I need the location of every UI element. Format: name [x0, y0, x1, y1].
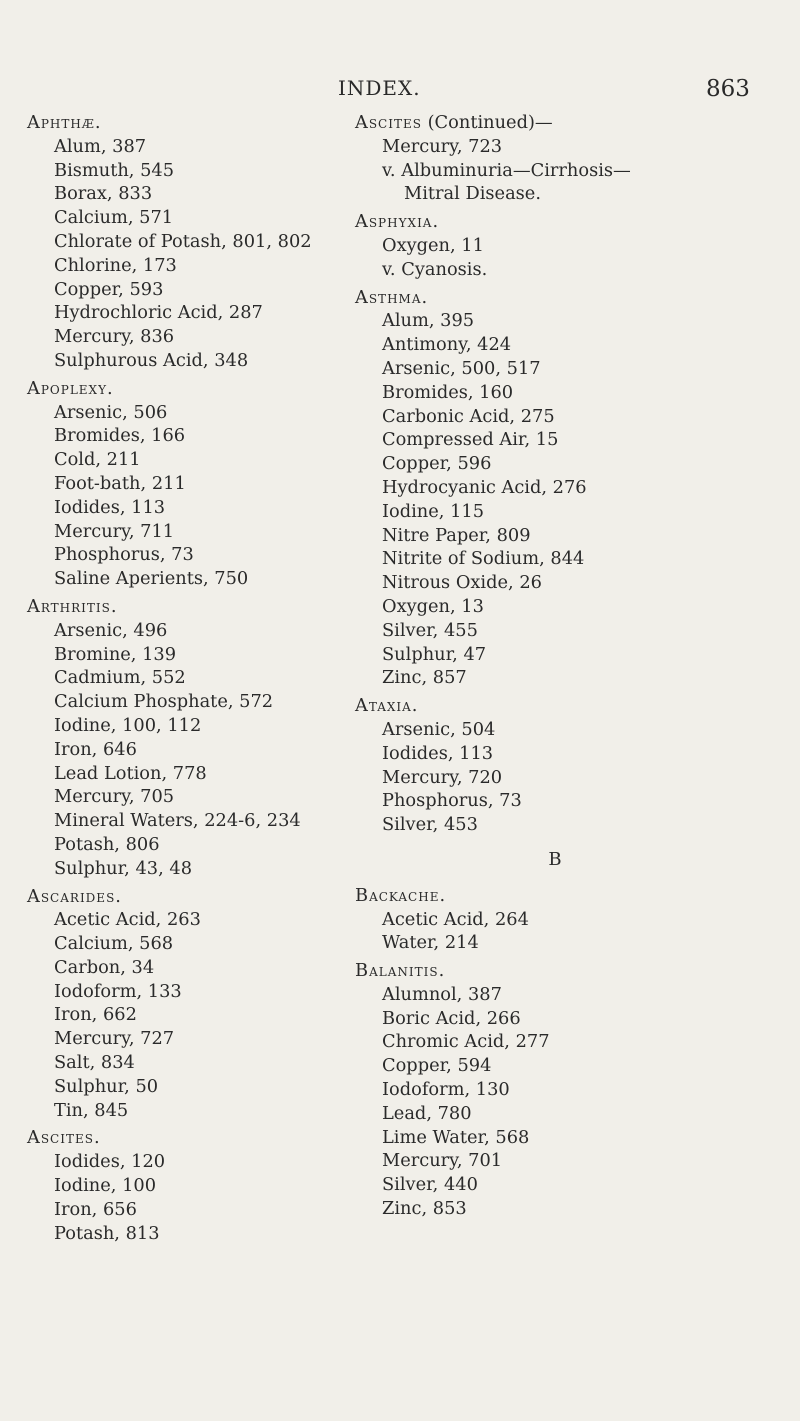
index-entry: Copper, 596 — [382, 453, 492, 475]
index-heading — [355, 210, 675, 234]
index-heading — [27, 595, 357, 619]
index-entry: Borax, 833 — [54, 183, 153, 205]
index-entry: Antimony, 424 — [382, 334, 512, 356]
index-entry: Alumnol, 387 — [382, 983, 502, 1005]
index-entry: Carbon, 34 — [54, 956, 155, 978]
index-entry: Bromides, 166 — [54, 425, 186, 447]
index-entry: Oxygen, 13 — [382, 595, 484, 617]
index-entry: Sulphurous Acid, 348 — [54, 349, 249, 371]
index-entry: Sulphur, 47 — [382, 643, 487, 665]
heading-text: Ataxia. — [355, 695, 419, 717]
heading-text: Asthma. — [355, 286, 429, 308]
heading-text: Ascarides. — [27, 885, 122, 907]
index-entry: Foot-bath, 211 — [54, 472, 186, 494]
index-entry: Sulphur, 50 — [54, 1075, 159, 1097]
index-heading — [355, 959, 675, 983]
index-entry: Iodine, 100 — [54, 1175, 157, 1197]
index-entry: Mercury, 701 — [382, 1150, 503, 1172]
index-entry: Mercury, 836 — [54, 326, 175, 348]
index-entry: Lead, 780 — [382, 1102, 472, 1124]
index-entry: Copper, 593 — [54, 278, 164, 300]
index-entry: Alum, 395 — [382, 310, 475, 332]
index-entry: Silver, 453 — [382, 814, 478, 836]
index-entry: Iodine, 100, 112 — [54, 714, 202, 736]
heading-text: Balanitis. — [355, 960, 446, 982]
index-entry: Arsenic, 496 — [54, 619, 168, 641]
index-entry: Cadmium, 552 — [54, 667, 186, 689]
heading-text: Ascites — [355, 112, 422, 133]
index-entry: Silver, 455 — [382, 619, 478, 641]
index-entry: Mercury, 727 — [54, 1028, 175, 1050]
index-entry: Oxygen, 11 — [382, 234, 484, 256]
index-entry: Silver, 440 — [382, 1174, 478, 1196]
index-entry: Acetic Acid, 263 — [54, 909, 201, 931]
index-entry: Iodine, 115 — [382, 500, 485, 522]
index-entry: Iodides, 113 — [382, 742, 494, 764]
index-entry: Boric Acid, 266 — [382, 1007, 521, 1029]
index-entry: Iodides, 120 — [54, 1151, 166, 1173]
index-entry: Iodides, 113 — [54, 496, 166, 518]
index-entry: Iron, 662 — [54, 1004, 137, 1026]
index-entry: Iron, 646 — [54, 738, 137, 760]
index-heading — [355, 884, 675, 908]
index-entry: Nitre Paper, 809 — [382, 524, 531, 546]
index-entry: Mercury, 711 — [54, 520, 175, 542]
index-heading — [27, 111, 357, 135]
index-heading — [27, 377, 357, 401]
index-entry: Lead Lotion, 778 — [54, 762, 207, 784]
heading-text: Ascites. — [27, 1127, 101, 1149]
heading-text: Asphyxia. — [355, 211, 440, 233]
index-entry: v. Cyanosis. — [382, 258, 488, 280]
index-entry: Iodoform, 133 — [54, 980, 182, 1002]
index-entry: Iodoform, 130 — [382, 1079, 510, 1101]
index-entry: Mercury, 705 — [54, 786, 175, 808]
index-entry: Potash, 806 — [54, 833, 160, 855]
index-entry: Compressed Air, 15 — [382, 429, 559, 451]
index-entry: Water, 214 — [382, 932, 479, 954]
index-entry: Chlorate of Potash, 801, 802 — [54, 230, 312, 252]
index-entry: Calcium Phosphate, 572 — [54, 691, 274, 713]
index-entry: Nitrite of Sodium, 844 — [382, 548, 585, 570]
index-entry: Salt, 834 — [54, 1052, 135, 1074]
index-entry: Calcium, 568 — [54, 933, 174, 955]
running-head — [0, 76, 800, 106]
index-entry: Calcium, 571 — [54, 207, 174, 229]
index-entry: Bismuth, 545 — [54, 159, 175, 181]
heading-continued: (Continued)— — [421, 112, 553, 133]
section-letter: B — [548, 848, 562, 870]
index-entry: Acetic Acid, 264 — [382, 908, 529, 930]
index-heading — [355, 694, 675, 718]
index-heading — [27, 885, 357, 909]
index-entry: v. Albuminuria—Cirrhosis— — [382, 159, 631, 181]
index-entry: Tin, 845 — [54, 1099, 129, 1121]
index-entry: Zinc, 853 — [382, 1198, 467, 1220]
index-column-left — [27, 111, 357, 1245]
index-entry: Arsenic, 506 — [54, 401, 168, 423]
index-entry: Saline Aperients, 750 — [54, 568, 249, 590]
index-entry: Hydrochloric Acid, 287 — [54, 302, 263, 324]
index-entry: Lime Water, 568 — [382, 1126, 530, 1148]
index-entry: Mitral Disease. — [404, 183, 541, 205]
index-entry: Hydrocyanic Acid, 276 — [382, 476, 587, 498]
index-entry: Bromides, 160 — [382, 381, 514, 403]
index-entry: Chlorine, 173 — [54, 254, 177, 276]
index-entry: Iron, 656 — [54, 1198, 137, 1220]
index-heading — [27, 1126, 357, 1150]
index-column-right — [355, 111, 675, 1221]
index-entry: Mercury, 720 — [382, 766, 503, 788]
index-entry: Bromine, 139 — [54, 643, 177, 665]
index-heading — [355, 286, 675, 310]
index-entry: Mineral Waters, 224-6, 234 — [54, 810, 301, 832]
index-entry: Copper, 594 — [382, 1055, 492, 1077]
index-entry: Potash, 813 — [54, 1222, 160, 1244]
page-number: 863 — [706, 76, 750, 102]
index-entry: Alum, 387 — [54, 135, 147, 157]
index-entry: Chromic Acid, 277 — [382, 1031, 550, 1053]
heading-text: Backache. — [355, 884, 447, 906]
heading-text: Arthritis. — [27, 595, 118, 617]
index-entry: Arsenic, 504 — [382, 718, 496, 740]
page-title: INDEX. — [338, 76, 421, 100]
index-entry: Arsenic, 500, 517 — [382, 357, 541, 379]
index-entry: Phosphorus, 73 — [54, 544, 194, 566]
heading-text: Aphthæ. — [27, 112, 102, 133]
index-entry: Phosphorus, 73 — [382, 790, 522, 812]
index-entry: Sulphur, 43, 48 — [54, 857, 193, 879]
index-entry: Mercury, 723 — [382, 135, 503, 157]
index-entry: Zinc, 857 — [382, 667, 467, 689]
heading-text: Apoplexy. — [27, 377, 114, 399]
index-entry: Carbonic Acid, 275 — [382, 405, 555, 427]
index-heading — [355, 111, 675, 135]
index-entry: Nitrous Oxide, 26 — [382, 572, 542, 594]
index-entry: Cold, 211 — [54, 449, 141, 471]
